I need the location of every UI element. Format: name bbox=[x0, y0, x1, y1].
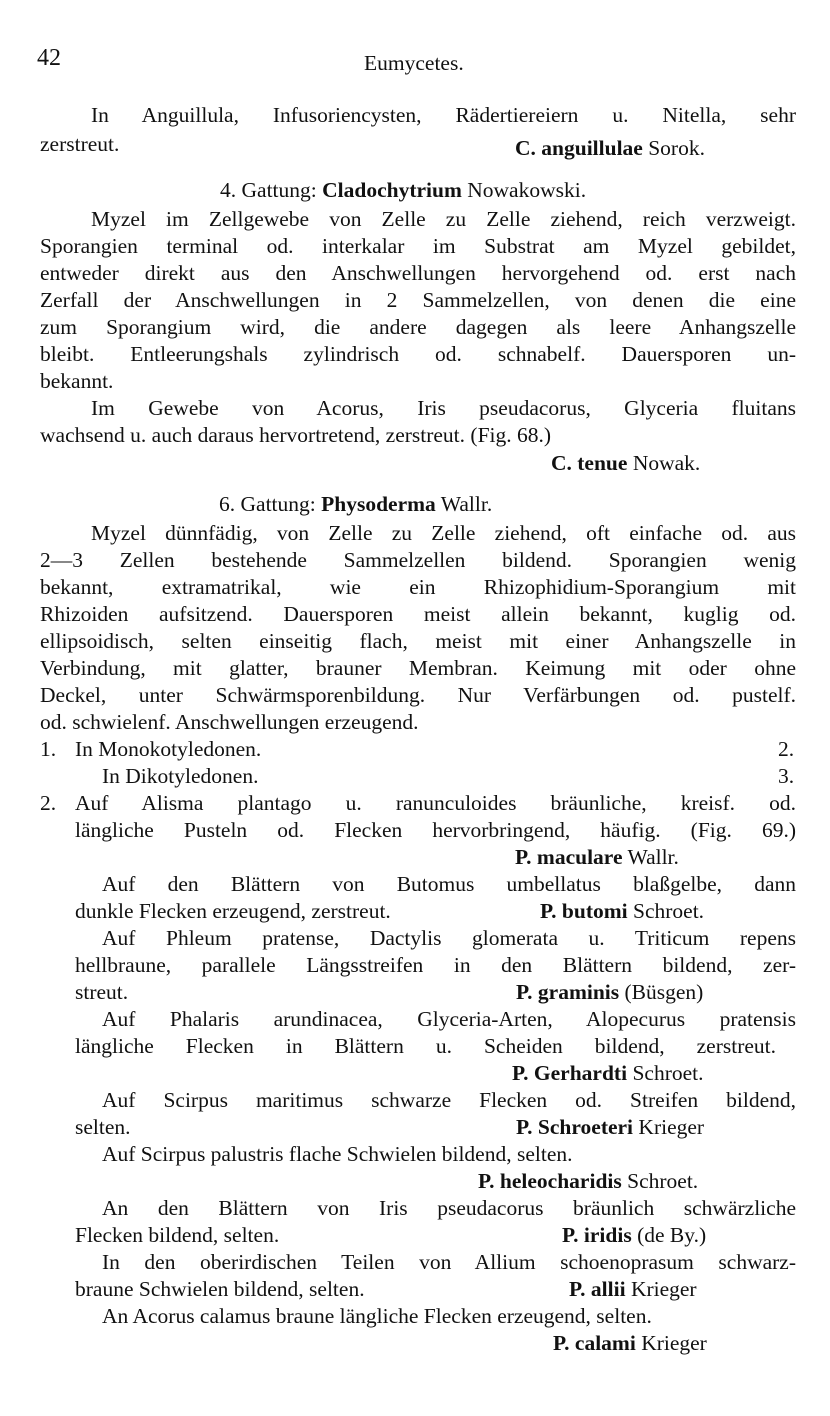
species-entry bbox=[551, 453, 700, 475]
running-title: Eumycetes. bbox=[364, 51, 464, 75]
key-number: 1. bbox=[40, 737, 57, 761]
body-line: Verbindung, mit glatter, brauner Membran. Keimung mit oder ohne bbox=[40, 656, 796, 680]
key-target: 2. bbox=[778, 737, 795, 761]
species-name: P. butomi bbox=[540, 899, 628, 923]
body-line: streut. bbox=[75, 980, 129, 1004]
body-line: entweder direkt aus den Anschwellungen hervorgehend od. erst nach bbox=[40, 261, 796, 285]
species-author: Krieger bbox=[641, 1331, 707, 1355]
species-name: P. maculare bbox=[515, 845, 623, 869]
body-line: od. schwielenf. Anschwellungen erzeugend. bbox=[40, 710, 419, 734]
key-text: In Dikotyledonen. bbox=[102, 764, 259, 788]
species-entry bbox=[516, 1117, 704, 1139]
body-line: Flecken bildend, selten. bbox=[75, 1223, 280, 1247]
species-name: C. tenue bbox=[551, 451, 628, 475]
species-entry bbox=[478, 1171, 698, 1193]
species-author: Schroet. bbox=[627, 1169, 699, 1193]
genus-name: Physoderma bbox=[321, 492, 436, 516]
body-line: Deckel, unter Schwärmsporenbildung. Nur Verfärbungen od. pustelf. bbox=[40, 683, 796, 707]
species-author: Krieger bbox=[630, 1277, 697, 1301]
body-line: Rhizoiden aufsitzend. Dauersporen meist allein bekannt, kuglig od. bbox=[40, 602, 796, 626]
body-line: An Acorus calamus braune längliche Flecken erzeugend, selten. bbox=[102, 1304, 652, 1328]
species-entry bbox=[516, 982, 703, 1004]
species-author: Nowak. bbox=[632, 451, 701, 475]
body-line: bekannt, extramatrikal, wie ein Rhizophidium-Sporangium mit bbox=[40, 575, 796, 599]
species-author: Schroet. bbox=[633, 899, 705, 923]
key-target: 3. bbox=[778, 764, 795, 788]
body-line: 2—3 Zellen bestehende Sammelzellen bildend. Sporangien wenig bbox=[40, 548, 796, 572]
species-name: P. calami bbox=[553, 1331, 636, 1355]
body-line: zum Sporangium wird, die andere dagegen als leere Anhangszelle bbox=[40, 315, 796, 339]
species-entry bbox=[515, 138, 705, 160]
habitat-line: wachsend u. auch daraus hervortretend, zerstreut. (Fig. 68.) bbox=[40, 423, 552, 447]
species-author: Wallr. bbox=[627, 845, 679, 869]
body-line: Sporangien terminal od. interkalar im Substrat am Myzel gebildet, bbox=[40, 234, 796, 258]
genus-heading bbox=[220, 180, 586, 202]
body-line: Zerfall der Anschwellungen in 2 Sammelzellen, von denen die eine bbox=[40, 288, 796, 312]
species-name: C. anguillulae bbox=[515, 136, 643, 160]
body-line: Auf Scirpus palustris flache Schwielen bildend, selten. bbox=[102, 1142, 573, 1166]
species-entry bbox=[553, 1333, 707, 1355]
body-line: Auf Phalaris arundinacea, Glyceria-Arten, Alopecurus pratensis bbox=[102, 1007, 796, 1031]
body-line: längliche Flecken in Blättern u. Scheiden bildend, zerstreut. bbox=[75, 1034, 776, 1058]
species-entry bbox=[540, 901, 704, 923]
key-text: In Monokotyledonen. bbox=[75, 737, 262, 761]
body-line: Auf Scirpus maritimus schwarze Flecken od. Streifen bildend, bbox=[102, 1088, 796, 1112]
species-name: P. graminis bbox=[516, 980, 620, 1004]
species-name: P. heleocharidis bbox=[478, 1169, 622, 1193]
species-entry bbox=[515, 847, 679, 869]
species-author: Krieger bbox=[638, 1115, 705, 1139]
body-line: Auf den Blättern von Butomus umbellatus blaßgelbe, dann bbox=[102, 872, 796, 896]
body-line: dunkle Flecken erzeugend, zerstreut. bbox=[75, 899, 391, 923]
genus-heading bbox=[219, 494, 492, 516]
body-line: In Anguillula, Infusoriencysten, Rädertiereiern u. Nitella, sehr bbox=[91, 103, 796, 127]
species-name: P. allii bbox=[569, 1277, 626, 1301]
genus-author: Nowakowski. bbox=[467, 178, 587, 202]
body-line: braune Schwielen bildend, selten. bbox=[75, 1277, 365, 1301]
body-line: In den oberirdischen Teilen von Allium schoenoprasum schwarz- bbox=[102, 1250, 796, 1274]
page-number: 42 bbox=[37, 45, 61, 71]
species-author: (de By.) bbox=[637, 1223, 707, 1247]
species-entry bbox=[562, 1225, 706, 1247]
species-author: (Büsgen) bbox=[624, 980, 704, 1004]
species-author: Sorok. bbox=[648, 136, 705, 160]
genus-name: Cladochytrium bbox=[322, 178, 462, 202]
body-line: An den Blättern von Iris pseudacorus bräunlich schwärzliche bbox=[102, 1196, 796, 1220]
body-line: bekannt. bbox=[40, 369, 114, 393]
species-name: P. iridis bbox=[562, 1223, 632, 1247]
body-line: Myzel im Zellgewebe von Zelle zu Zelle ziehend, reich verzweigt. bbox=[91, 207, 796, 231]
body-line: Auf Phleum pratense, Dactylis glomerata u. Triticum repens bbox=[102, 926, 796, 950]
species-name: P. Gerhardti bbox=[512, 1061, 628, 1085]
genus-prefix: 6. Gattung: bbox=[219, 492, 316, 516]
key-number: 2. bbox=[40, 791, 57, 815]
habitat-line: Im Gewebe von Acorus, Iris pseudacorus, Glyceria fluitans bbox=[91, 396, 796, 420]
body-line: Myzel dünnfädig, von Zelle zu Zelle ziehend, oft einfache od. aus bbox=[91, 521, 796, 545]
genus-author: Wallr. bbox=[440, 492, 493, 516]
body-line: Auf Alisma plantago u. ranunculoides bräunliche, kreisf. od. bbox=[75, 791, 796, 815]
species-entry bbox=[569, 1279, 697, 1301]
genus-prefix: 4. Gattung: bbox=[220, 178, 317, 202]
species-name: P. Schroeteri bbox=[516, 1115, 634, 1139]
body-line: selten. bbox=[75, 1115, 131, 1139]
body-line: bleibt. Entleerungshals zylindrisch od. schnabelf. Dauersporen un- bbox=[40, 342, 796, 366]
body-line: zerstreut. bbox=[40, 132, 120, 156]
body-line: hellbraune, parallele Längsstreifen in den Blättern bildend, zer- bbox=[75, 953, 796, 977]
body-line: längliche Pusteln od. Flecken hervorbringend, häufig. (Fig. 69.) bbox=[75, 818, 796, 842]
body-line: ellipsoidisch, selten einseitig flach, meist mit einer Anhangszelle in bbox=[40, 629, 796, 653]
species-author: Schroet. bbox=[632, 1061, 704, 1085]
species-entry bbox=[512, 1063, 704, 1085]
